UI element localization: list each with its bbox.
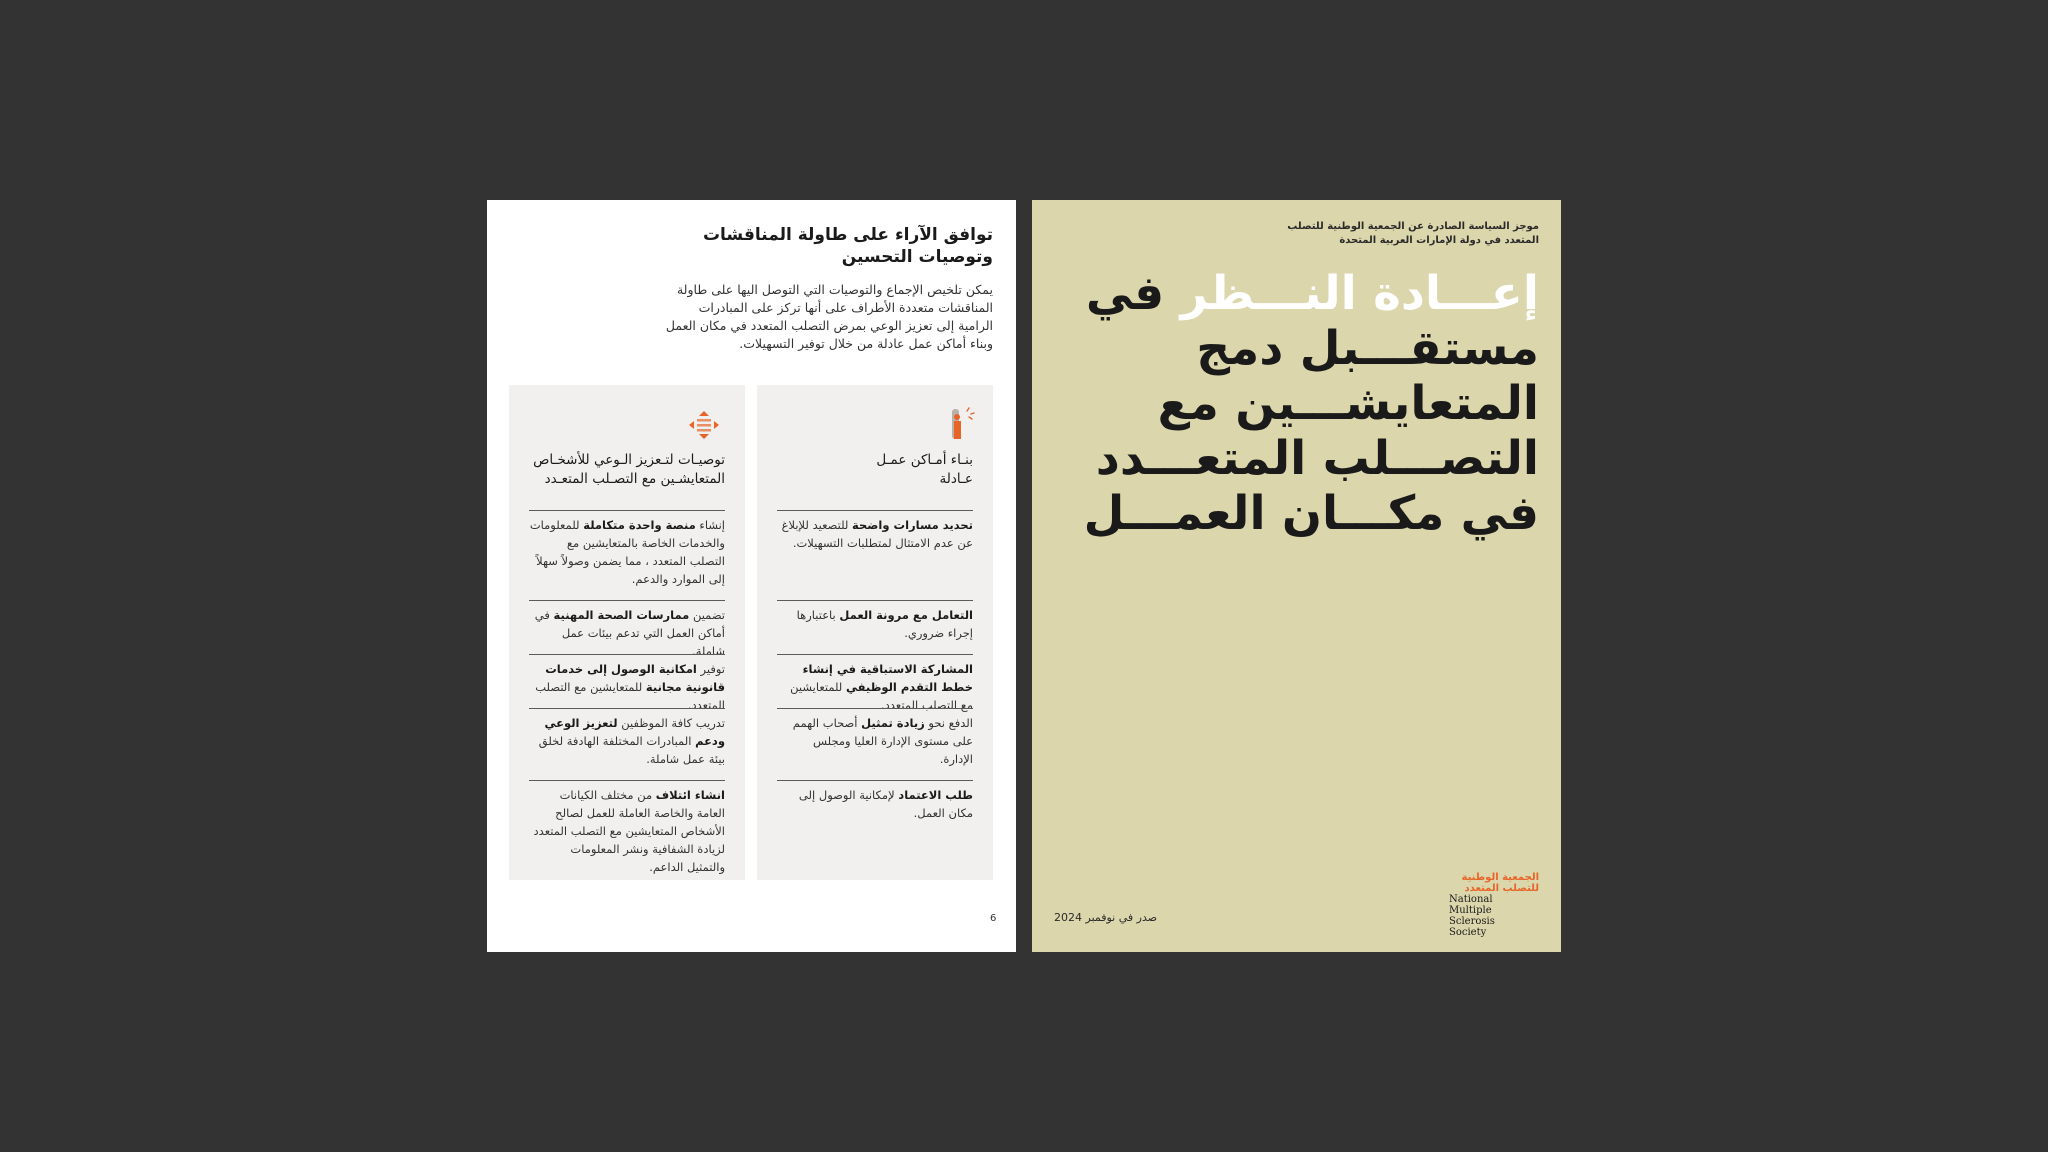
logo-english-line: National [1449, 894, 1493, 905]
item-pre: تضمين [689, 608, 725, 622]
list-item [777, 510, 973, 596]
item-pre: توفير [696, 662, 725, 676]
policy-brief-label: موجز السياسة الصادرة عن الجمعية الوطنية للتصلب المتعدد في دولة الإمارات العربية المتحدة [1287, 221, 1539, 246]
item-text: لإمكانية الوصول إلى مكان العمل. [798, 788, 973, 820]
item-text: في أماكن العمل التي تدعم بيئات عمل شاملة. [534, 608, 725, 658]
item-bold: تحديد مسارات واضحة [852, 518, 973, 532]
page-title: توافق الآراء على طاولة المناقشات وتوصيات التحسين [702, 225, 993, 267]
list-item [529, 654, 725, 714]
item-bold: طلب الاعتماد [898, 788, 973, 802]
person-with-sparkles-icon [943, 403, 977, 443]
list-item [529, 780, 725, 876]
item-pre: إنشاء [695, 518, 725, 532]
item-bold: امكانية الوصول إلى خدمات قانونية مجانية [545, 662, 725, 694]
item-text: للمتعايشين مع التصلب المتعدد. [790, 680, 973, 712]
publication-date: صدر في نوفمبر 2024 [1054, 911, 1158, 924]
item-bold: زيادة تمثيل [861, 716, 925, 730]
item-bold: المشاركة الاستباقية في إنشاء خطط التقدم الوظيفي [802, 662, 973, 694]
list-item [777, 600, 973, 642]
title-rest: في مستقـــبل دمج المتعايشـــين مع التصـــلب المتعـــدد في مكـــان العمـــل [1083, 266, 1539, 541]
workplaces-column [757, 385, 993, 880]
item-pre: الدفع نحو [924, 716, 973, 730]
logo-arabic: الجمعية الوطنية للتصلب المتعدد [1461, 872, 1539, 894]
cover-title [1059, 266, 1539, 541]
item-text: باعتبارها إجراء ضروري. [796, 608, 973, 640]
column-heading: توصيـات لتـعزيز الـوعي للأشخـاص المتعايشـين مع التصـلب المتعـدد [533, 452, 725, 487]
title-highlight: إعـــادة النـــظر [1180, 266, 1539, 321]
item-text: للمتعايشين مع التصلب المتعدد. [535, 680, 725, 712]
item-bold: ممارسات الصحة المهنية [553, 608, 690, 622]
item-text: المبادرات المختلفة الهادفة لخلق بيئة عمل شاملة. [538, 734, 725, 766]
list-item [529, 708, 725, 768]
cover-page [1032, 200, 1561, 952]
logo-english-line: Society [1449, 927, 1487, 938]
list-item [777, 654, 973, 714]
item-text: للمعلومات والخدمات الخاصة بالمتعايشين مع التصلب المتعدد ، مما يضمن وصولاً سهلاً إلى الموارد والدعم. [529, 518, 725, 586]
item-text: للتصعيد للإبلاغ عن عدم الامتثال لمتطلبات التسهيلات. [781, 518, 973, 550]
item-bold: منصة واحدة متكاملة [583, 518, 696, 532]
list-item [529, 600, 725, 660]
item-bold: التعامل مع مرونة العمل [839, 608, 973, 622]
item-text: أصحاب الهمم على مستوى الإدارة العليا ومجلس الإدارة. [792, 716, 973, 766]
item-pre: تدريب كافة الموظفين [617, 716, 725, 730]
page-number: 6 [990, 913, 997, 924]
left-page [487, 200, 1016, 952]
list-item [529, 510, 725, 588]
list-item [777, 708, 973, 768]
expand-arrows-icon [687, 405, 721, 445]
item-text: من مختلف الكيانات العامة والخاصة العاملة للعمل لصالح الأشخاص المتعايشين مع التصلب المتعدد لزيادة الشفافية ونشر المعلومات والتمثيل الداعم. [533, 788, 725, 874]
item-bold: لتعزيز الوعي ودعم [544, 716, 725, 748]
nmss-logo [1449, 872, 1539, 938]
column-heading: بنـاء أمـاكن عمـل عـادلة [876, 452, 973, 487]
item-bold: انشاء ائتلاف [655, 788, 725, 802]
intro-paragraph: يمكن تلخيص الإجماع والتوصيات التي التوصل اليها على طاولة المناقشات متعددة الأطراف على أنها تركز على المبادرات الرامية إلى تعزيز الوعي بمرض التصلب المتعدد في مكان العمل وبناء أماكن عمل عادلة من خلال توفير التسهيلات. [665, 282, 993, 351]
awareness-column [509, 385, 745, 880]
list-item [777, 780, 973, 822]
logo-english-line: Multiple Sclerosis [1449, 905, 1495, 927]
